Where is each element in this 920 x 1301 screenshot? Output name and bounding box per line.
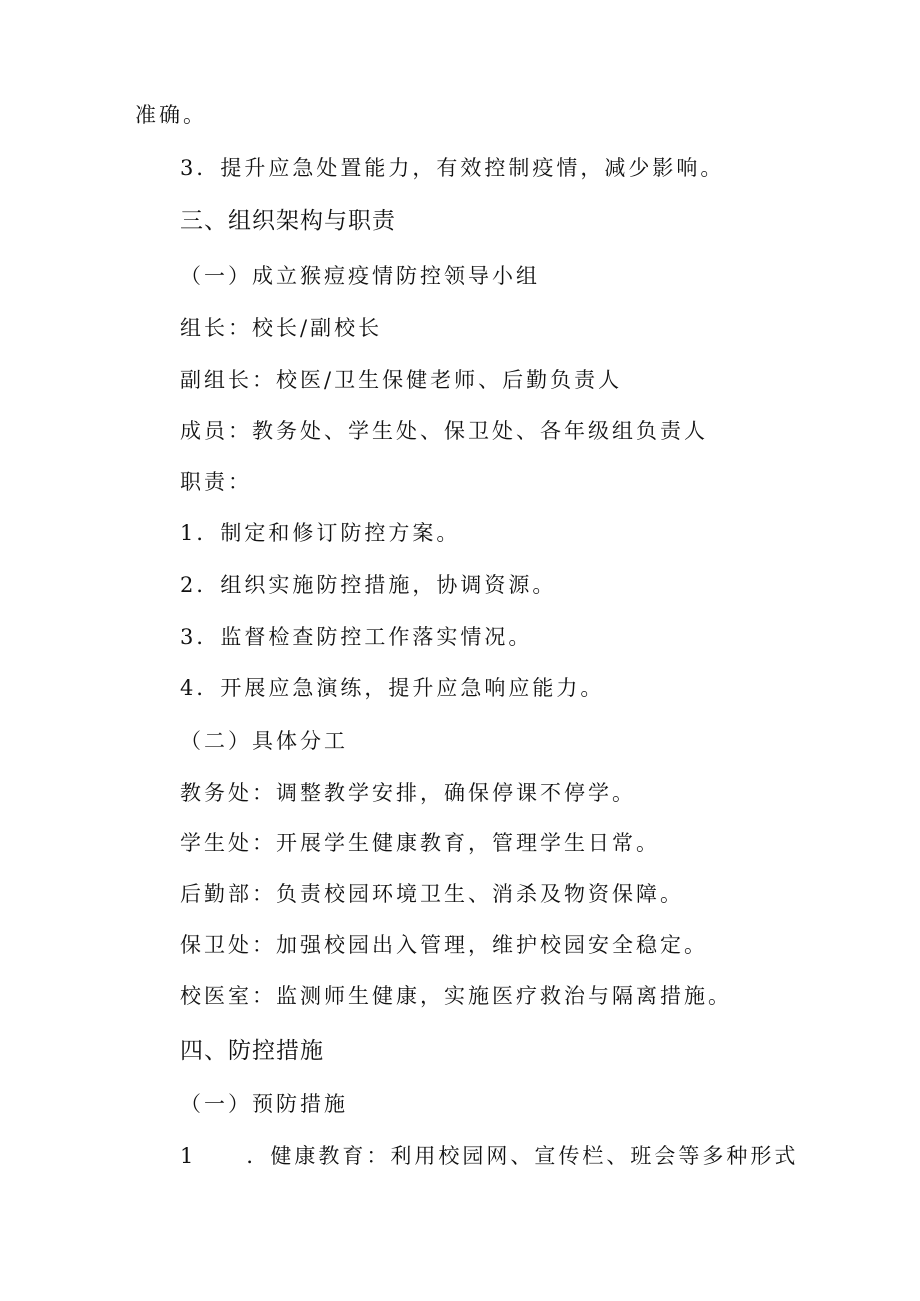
- measure-item-1-number: 1: [180, 1144, 197, 1168]
- duty-item-1: 1．制定和修订防控方案。: [180, 521, 461, 545]
- members-line: 成员：教务处、学生处、保卫处、各年级组负责人: [180, 419, 708, 443]
- division-clinic: 校医室：监测师生健康，实施医疗救治与隔离措施。: [180, 984, 732, 1008]
- leader-line: 组长：校长/副校长: [180, 316, 383, 340]
- measure-item-1-text: ．健康教育：利用校园网、宣传栏、班会等多种形式: [246, 1144, 799, 1168]
- division-security: 保卫处：加强校园出入管理，维护校园安全稳定。: [180, 933, 708, 957]
- objective-item-3: 3．提升应急处置能力，有效控制疫情，减少影响。: [180, 156, 725, 180]
- measure-item-1: [180, 1142, 798, 1170]
- paragraph-continuation: 准确。: [135, 103, 207, 127]
- section-heading-3: 三、组织架构与职责: [180, 208, 396, 234]
- duty-item-2: 2．组织实施防控措施，协调资源。: [180, 573, 557, 597]
- deputy-leader-line: 副组长：校医/卫生保健老师、后勤负责人: [180, 368, 623, 392]
- duty-item-4: 4．开展应急演练，提升应急响应能力。: [180, 676, 605, 700]
- division-academic: 教务处：调整教学安排，确保停课不停学。: [180, 781, 636, 805]
- section-heading-4: 四、防控措施: [180, 1038, 324, 1064]
- division-logistics: 后勤部：负责校园环境卫生、消杀及物资保障。: [180, 882, 684, 906]
- subsection-heading-2: （二）具体分工: [180, 729, 348, 753]
- duties-label: 职责：: [180, 470, 252, 494]
- division-student: 学生处：开展学生健康教育，管理学生日常。: [180, 831, 660, 855]
- subsection-heading-prevention: （一）预防措施: [180, 1092, 348, 1116]
- subsection-heading-1: （一）成立猴痘疫情防控领导小组: [180, 264, 540, 288]
- duty-item-3: 3．监督检查防控工作落实情况。: [180, 625, 533, 649]
